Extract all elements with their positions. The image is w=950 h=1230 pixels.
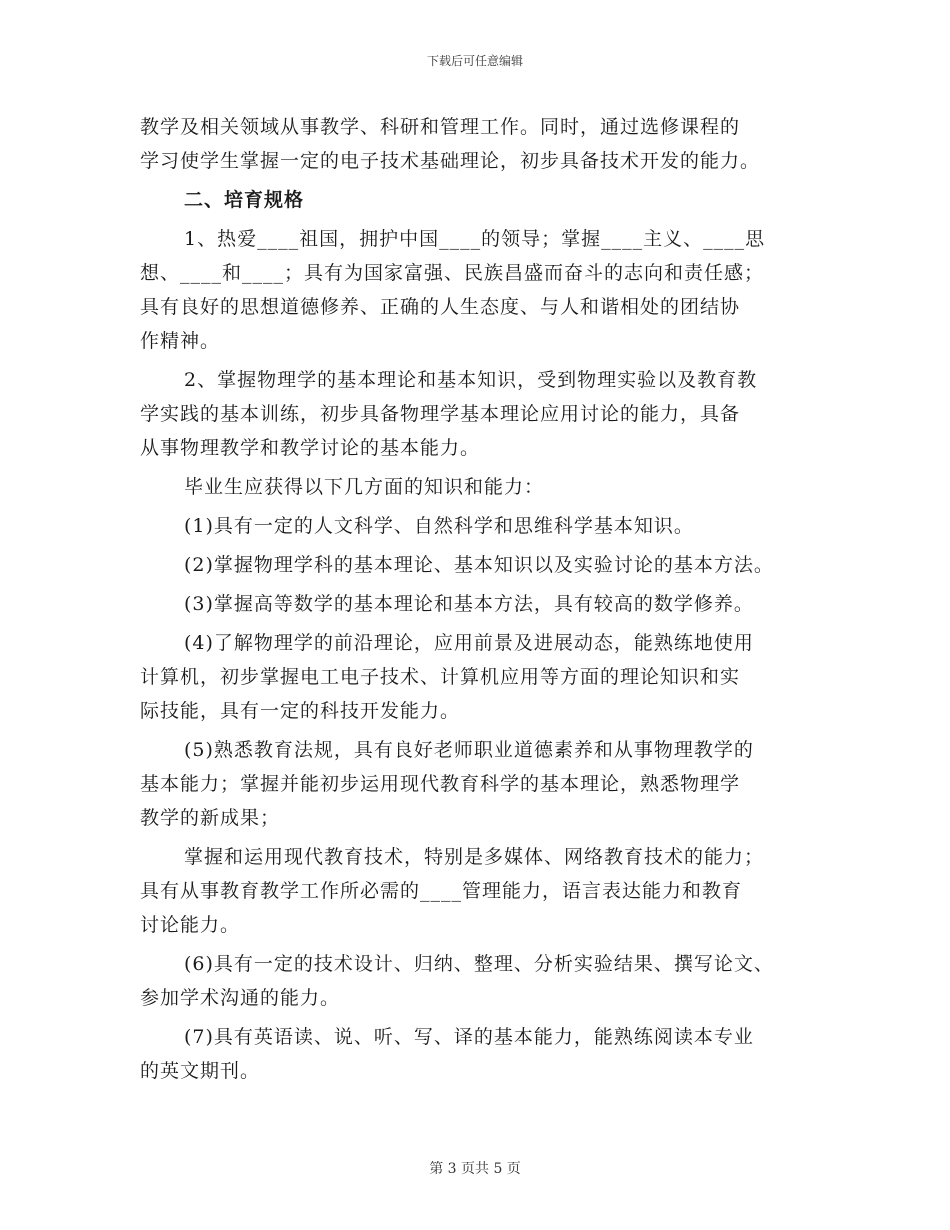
document-body	[140, 110, 830, 1088]
list-item: (5)熟悉教育法规，具有良好老师职业道德素养和从事物理教学的	[184, 739, 754, 761]
body-line: 参加学术沟通的能力。	[140, 987, 341, 1009]
body-line: 教学的新成果；	[140, 807, 281, 829]
body-line: 作精神。	[140, 330, 221, 352]
body-line: 学习使学生掌握一定的电子技术基础理论，初步具备技术开发的能力。	[140, 150, 761, 172]
body-line: 掌握和运用现代教育技术，特别是多媒体、网络教育技术的能力；	[184, 846, 765, 868]
list-item: (7)具有英语读、说、听、写、译的基本能力，能熟练阅读本专业	[184, 1026, 754, 1048]
body-line: 基本能力；掌握并能初步运用现代教育科学的基本理论，熟悉物理学	[140, 773, 741, 795]
body-line: 教学及相关领域从事教学、科研和管理工作。同时，通过选修课程的	[140, 116, 741, 138]
list-item: (6)具有一定的技术设计、归纳、整理、分析实验结果、撰写论文、	[184, 953, 774, 975]
list-item: (3)掌握高等数学的基本理论和基本方法，具有较高的数学修养。	[184, 593, 754, 615]
body-line: 2、掌握物理学的基本理论和基本知识，受到物理实验以及教育教	[184, 369, 758, 391]
body-line: 1、热爱____祖国，拥护中国____的领导；掌握____主义、____思	[184, 228, 766, 250]
section-heading: 二、培育规格	[184, 189, 305, 211]
body-line: 计算机，初步掌握电工电子技术、计算机应用等方面的理论知识和实	[140, 666, 741, 688]
body-line: 从事物理教学和教学讨论的基本能力。	[140, 437, 481, 459]
body-line: 具有良好的思想道德修养、正确的人生态度、与人和谐相处的团结协	[140, 296, 741, 318]
body-line: 毕业生应获得以下几方面的知识和能力：	[184, 476, 545, 498]
list-item: (1)具有一定的人文科学、自然科学和思维科学基本知识。	[184, 515, 694, 537]
body-line: 想、____和____；具有为国家富强、民族昌盛而奋斗的志向和责任感；	[140, 262, 765, 284]
page-header: 下载后可任意编辑	[426, 54, 523, 68]
list-item: (4)了解物理学的前沿理论，应用前景及进展动态，能熟练地使用	[184, 632, 754, 654]
body-line: 际技能，具有一定的科技开发能力。	[140, 700, 461, 722]
list-item: (2)掌握物理学科的基本理论、基本知识以及实验讨论的基本方法。	[184, 554, 774, 576]
page-footer: 第 3 页共 5 页	[429, 1161, 521, 1177]
body-line: 学实践的基本训练，初步具备物理学基本理论应用讨论的能力，具备	[140, 403, 741, 425]
body-line: 的英文期刊。	[140, 1060, 261, 1082]
body-line: 具有从事教育教学工作所必需的____管理能力，语言表达能力和教育	[140, 880, 743, 902]
body-line: 讨论能力。	[140, 914, 241, 936]
